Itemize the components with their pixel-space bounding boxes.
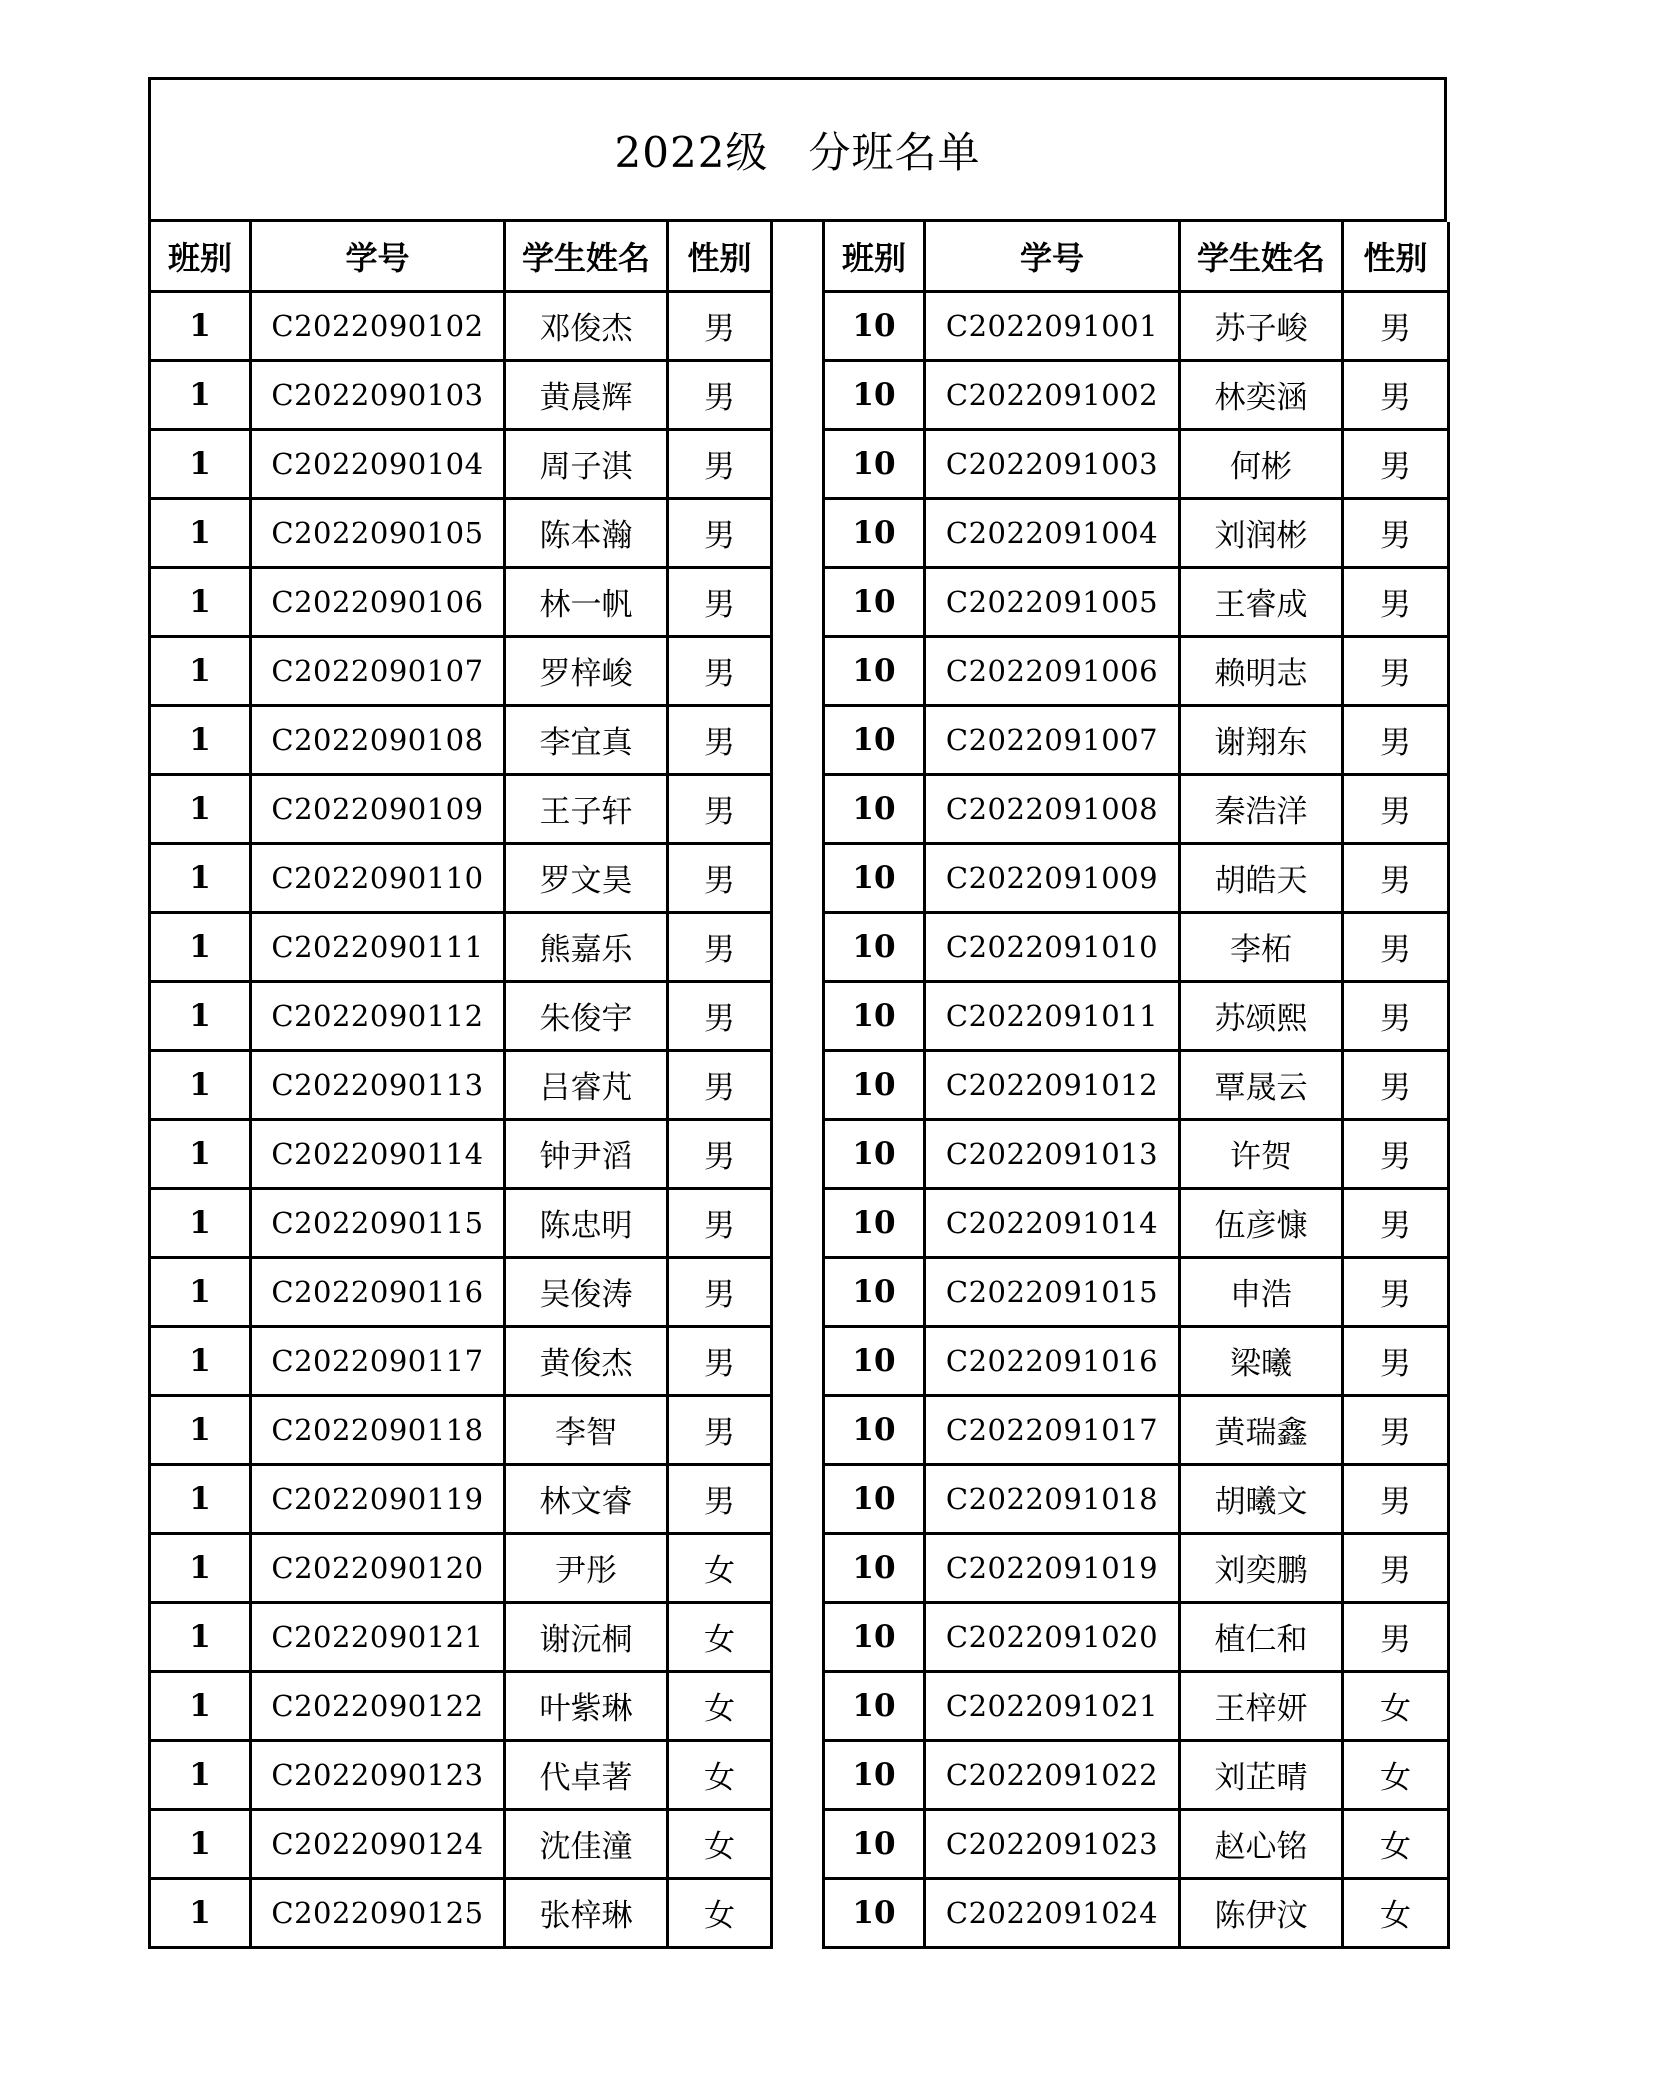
cell-student-name: 伍彦慷 [1180, 1188, 1343, 1257]
cell-student-name: 林一帆 [505, 567, 668, 636]
table-row [824, 1119, 1449, 1188]
table-row [824, 1395, 1449, 1464]
cell-student-name: 尹彤 [505, 1533, 668, 1602]
cell-student-id: C2022090103 [251, 360, 505, 429]
table-row [150, 1119, 772, 1188]
cell-student-id: C2022090125 [251, 1878, 505, 1947]
cell-student-name: 吴俊涛 [505, 1257, 668, 1326]
cell-class: 10 [824, 1464, 925, 1533]
cell-gender: 女 [1343, 1809, 1449, 1878]
cell-gender: 男 [668, 705, 772, 774]
cell-student-id: C2022090124 [251, 1809, 505, 1878]
cell-gender: 男 [668, 360, 772, 429]
cell-student-id: C2022091019 [925, 1533, 1180, 1602]
cell-class: 1 [150, 636, 251, 705]
cell-gender: 男 [668, 498, 772, 567]
cell-student-name: 王子轩 [505, 774, 668, 843]
cell-gender: 女 [1343, 1878, 1449, 1947]
cell-gender: 男 [668, 912, 772, 981]
cell-student-name: 陈忠明 [505, 1188, 668, 1257]
cell-student-id: C2022091005 [925, 567, 1180, 636]
cell-class: 1 [150, 1464, 251, 1533]
cell-student-name: 植仁和 [1180, 1602, 1343, 1671]
table-row [150, 1809, 772, 1878]
cell-gender: 男 [668, 291, 772, 360]
cell-gender: 男 [1343, 1119, 1449, 1188]
cell-class: 1 [150, 981, 251, 1050]
cell-student-id: C2022091021 [925, 1671, 1180, 1740]
header-student-name: 学生姓名 [1180, 222, 1343, 291]
cell-student-id: C2022091012 [925, 1050, 1180, 1119]
cell-student-name: 谢翔东 [1180, 705, 1343, 774]
cell-class: 1 [150, 1533, 251, 1602]
cell-student-id: C2022091004 [925, 498, 1180, 567]
cell-student-id: C2022091007 [925, 705, 1180, 774]
cell-gender: 男 [668, 1119, 772, 1188]
cell-class: 1 [150, 912, 251, 981]
cell-gender: 男 [668, 429, 772, 498]
cell-class: 10 [824, 1050, 925, 1119]
table-row [824, 1464, 1449, 1533]
header-gender: 性别 [668, 222, 772, 291]
cell-student-name: 覃晟云 [1180, 1050, 1343, 1119]
table-row [824, 636, 1449, 705]
cell-student-id: C2022091001 [925, 291, 1180, 360]
cell-student-name: 代卓著 [505, 1740, 668, 1809]
cell-gender: 女 [1343, 1671, 1449, 1740]
table-row [824, 1878, 1449, 1947]
table-row [824, 567, 1449, 636]
cell-gender: 女 [668, 1533, 772, 1602]
cell-student-id: C2022091024 [925, 1878, 1180, 1947]
cell-gender: 男 [668, 843, 772, 912]
cell-student-id: C2022091014 [925, 1188, 1180, 1257]
cell-student-name: 黄晨辉 [505, 360, 668, 429]
cell-gender: 女 [668, 1809, 772, 1878]
table-row [150, 705, 772, 774]
cell-class: 10 [824, 1257, 925, 1326]
table-row [150, 429, 772, 498]
table-row [824, 1326, 1449, 1395]
cell-student-id: C2022091006 [925, 636, 1180, 705]
table-row [150, 843, 772, 912]
cell-gender: 男 [1343, 429, 1449, 498]
cell-gender: 男 [1343, 1050, 1449, 1119]
table-row [824, 360, 1449, 429]
cell-class: 1 [150, 429, 251, 498]
cell-student-name: 何彬 [1180, 429, 1343, 498]
cell-student-id: C2022090108 [251, 705, 505, 774]
table-row [150, 1602, 772, 1671]
cell-student-name: 赵心铭 [1180, 1809, 1343, 1878]
cell-student-id: C2022091003 [925, 429, 1180, 498]
cell-class: 10 [824, 636, 925, 705]
cell-student-id: C2022091020 [925, 1602, 1180, 1671]
table-row [824, 1533, 1449, 1602]
cell-gender: 男 [1343, 1533, 1449, 1602]
cell-student-name: 张梓琳 [505, 1878, 668, 1947]
cell-class: 10 [824, 1602, 925, 1671]
cell-student-name: 苏颂熙 [1180, 981, 1343, 1050]
table-row [824, 498, 1449, 567]
cell-student-id: C2022090111 [251, 912, 505, 981]
cell-gender: 男 [1343, 1188, 1449, 1257]
cell-student-name: 林文睿 [505, 1464, 668, 1533]
cell-class: 1 [150, 1257, 251, 1326]
cell-student-name: 苏子峻 [1180, 291, 1343, 360]
cell-gender: 男 [668, 1257, 772, 1326]
cell-class: 10 [824, 774, 925, 843]
cell-student-id: C2022091013 [925, 1119, 1180, 1188]
table-row [150, 1326, 772, 1395]
cell-student-name: 陈伊汶 [1180, 1878, 1343, 1947]
cell-gender: 女 [668, 1671, 772, 1740]
page-title [615, 120, 981, 180]
cell-class: 1 [150, 291, 251, 360]
cell-student-name: 林奕涵 [1180, 360, 1343, 429]
cell-class: 1 [150, 360, 251, 429]
cell-student-name: 李宜真 [505, 705, 668, 774]
cell-student-id: C2022091010 [925, 912, 1180, 981]
cell-class: 10 [824, 1671, 925, 1740]
table-row [150, 1671, 772, 1740]
cell-student-name: 胡皓天 [1180, 843, 1343, 912]
header-student-id: 学号 [251, 222, 505, 291]
table-row [824, 1188, 1449, 1257]
title-grade: 2022级 [614, 127, 769, 177]
cell-student-id: C2022090122 [251, 1671, 505, 1740]
cell-gender: 男 [1343, 1395, 1449, 1464]
roster-sheet [148, 77, 1447, 1934]
cell-student-id: C2022091016 [925, 1326, 1180, 1395]
cell-student-id: C2022090102 [251, 291, 505, 360]
cell-class: 10 [824, 429, 925, 498]
table-row [150, 981, 772, 1050]
cell-gender: 男 [1343, 981, 1449, 1050]
cell-student-id: C2022090113 [251, 1050, 505, 1119]
table-row [150, 498, 772, 567]
cell-student-id: C2022091011 [925, 981, 1180, 1050]
cell-gender: 女 [668, 1602, 772, 1671]
cell-gender: 男 [1343, 843, 1449, 912]
cell-gender: 男 [668, 1464, 772, 1533]
cell-student-id: C2022090117 [251, 1326, 505, 1395]
cell-class: 1 [150, 843, 251, 912]
cell-class: 1 [150, 1395, 251, 1464]
cell-student-name: 申浩 [1180, 1257, 1343, 1326]
cell-class: 1 [150, 774, 251, 843]
cell-student-name: 刘奕鹏 [1180, 1533, 1343, 1602]
table-row [824, 1740, 1449, 1809]
cell-student-name: 谢沅桐 [505, 1602, 668, 1671]
roster-body-left [150, 291, 772, 1947]
table-row [150, 774, 772, 843]
cell-gender: 男 [1343, 1326, 1449, 1395]
cell-student-id: C2022090116 [251, 1257, 505, 1326]
cell-class: 10 [824, 360, 925, 429]
cell-class: 1 [150, 1602, 251, 1671]
cell-student-id: C2022090104 [251, 429, 505, 498]
table-row [150, 1050, 772, 1119]
cell-student-name: 黄俊杰 [505, 1326, 668, 1395]
cell-class: 1 [150, 1326, 251, 1395]
table-row [824, 912, 1449, 981]
cell-gender: 男 [668, 1188, 772, 1257]
cell-gender: 男 [1343, 912, 1449, 981]
cell-gender: 男 [1343, 498, 1449, 567]
table-row [824, 429, 1449, 498]
cell-student-name: 李智 [505, 1395, 668, 1464]
table-row [824, 1671, 1449, 1740]
cell-class: 10 [824, 1809, 925, 1878]
table-row [150, 1878, 772, 1947]
table-row [150, 636, 772, 705]
cell-student-name: 黄瑞鑫 [1180, 1395, 1343, 1464]
table-row [150, 1395, 772, 1464]
cell-student-id: C2022090115 [251, 1188, 505, 1257]
cell-class: 10 [824, 1878, 925, 1947]
cell-student-name: 朱俊宇 [505, 981, 668, 1050]
cell-student-id: C2022090106 [251, 567, 505, 636]
table-row [150, 360, 772, 429]
cell-student-name: 钟尹滔 [505, 1119, 668, 1188]
cell-gender: 男 [1343, 291, 1449, 360]
cell-class: 1 [150, 1809, 251, 1878]
cell-student-id: C2022090118 [251, 1395, 505, 1464]
cell-gender: 男 [668, 1395, 772, 1464]
table-row [150, 1533, 772, 1602]
cell-class: 10 [824, 1119, 925, 1188]
roster-table-right [822, 222, 1450, 1949]
table-row [824, 1050, 1449, 1119]
cell-student-name: 王梓妍 [1180, 1671, 1343, 1740]
cell-class: 10 [824, 1533, 925, 1602]
cell-class: 1 [150, 1740, 251, 1809]
cell-gender: 男 [1343, 636, 1449, 705]
table-row [824, 774, 1449, 843]
header-class: 班别 [150, 222, 251, 291]
cell-student-id: C2022091008 [925, 774, 1180, 843]
cell-student-id: C2022091015 [925, 1257, 1180, 1326]
cell-class: 10 [824, 705, 925, 774]
cell-class: 1 [150, 705, 251, 774]
cell-gender: 男 [668, 567, 772, 636]
cell-student-name: 赖明志 [1180, 636, 1343, 705]
cell-student-name: 吕睿芃 [505, 1050, 668, 1119]
cell-student-name: 周子淇 [505, 429, 668, 498]
cell-student-id: C2022091023 [925, 1809, 1180, 1878]
cell-student-id: C2022090105 [251, 498, 505, 567]
cell-gender: 男 [1343, 1464, 1449, 1533]
cell-gender: 男 [668, 981, 772, 1050]
cell-class: 1 [150, 498, 251, 567]
cell-student-name: 李柘 [1180, 912, 1343, 981]
cell-student-name: 熊嘉乐 [505, 912, 668, 981]
cell-student-name: 刘芷晴 [1180, 1740, 1343, 1809]
table-row [824, 1602, 1449, 1671]
cell-student-name: 邓俊杰 [505, 291, 668, 360]
cell-class: 10 [824, 1395, 925, 1464]
cell-student-id: C2022091009 [925, 843, 1180, 912]
roster-body-right [824, 291, 1449, 1947]
cell-student-id: C2022090112 [251, 981, 505, 1050]
table-row [150, 291, 772, 360]
table-row [824, 291, 1449, 360]
cell-class: 1 [150, 1050, 251, 1119]
roster-table-left [148, 222, 773, 1949]
cell-student-name: 沈佳潼 [505, 1809, 668, 1878]
cell-class: 10 [824, 1188, 925, 1257]
cell-class: 10 [824, 981, 925, 1050]
cell-student-id: C2022090119 [251, 1464, 505, 1533]
cell-class: 10 [824, 1326, 925, 1395]
cell-student-name: 陈本瀚 [505, 498, 668, 567]
cell-student-id: C2022090123 [251, 1740, 505, 1809]
cell-student-name: 梁曦 [1180, 1326, 1343, 1395]
table-row [150, 912, 772, 981]
table-row [824, 705, 1449, 774]
title-box [148, 77, 1447, 222]
cell-gender: 男 [668, 774, 772, 843]
header-gender: 性别 [1343, 222, 1449, 291]
cell-gender: 男 [668, 636, 772, 705]
cell-student-id: C2022090121 [251, 1602, 505, 1671]
cell-student-id: C2022090109 [251, 774, 505, 843]
tables-area [148, 222, 1447, 1934]
cell-gender: 男 [668, 1050, 772, 1119]
cell-class: 1 [150, 1119, 251, 1188]
cell-student-name: 罗梓峻 [505, 636, 668, 705]
cell-student-id: C2022090107 [251, 636, 505, 705]
cell-gender: 女 [668, 1740, 772, 1809]
cell-student-name: 罗文昊 [505, 843, 668, 912]
cell-student-name: 王睿成 [1180, 567, 1343, 636]
cell-class: 10 [824, 843, 925, 912]
cell-student-id: C2022090114 [251, 1119, 505, 1188]
table-row [150, 1740, 772, 1809]
cell-student-name: 许贺 [1180, 1119, 1343, 1188]
table-row [150, 1464, 772, 1533]
table-row [824, 1257, 1449, 1326]
cell-student-name: 叶紫琳 [505, 1671, 668, 1740]
cell-class: 1 [150, 567, 251, 636]
table-row [150, 1188, 772, 1257]
cell-gender: 男 [1343, 1602, 1449, 1671]
cell-class: 10 [824, 498, 925, 567]
cell-class: 1 [150, 1878, 251, 1947]
cell-student-id: C2022090110 [251, 843, 505, 912]
cell-gender: 女 [668, 1878, 772, 1947]
cell-gender: 男 [1343, 567, 1449, 636]
cell-student-name: 胡曦文 [1180, 1464, 1343, 1533]
header-row [824, 222, 1449, 291]
cell-student-id: C2022091017 [925, 1395, 1180, 1464]
table-row [824, 1809, 1449, 1878]
table-row [824, 981, 1449, 1050]
cell-class: 1 [150, 1671, 251, 1740]
cell-class: 10 [824, 1740, 925, 1809]
cell-student-name: 秦浩洋 [1180, 774, 1343, 843]
cell-class: 1 [150, 1188, 251, 1257]
cell-student-id: C2022091022 [925, 1740, 1180, 1809]
cell-gender: 男 [1343, 774, 1449, 843]
cell-gender: 男 [1343, 705, 1449, 774]
header-class: 班别 [824, 222, 925, 291]
cell-class: 10 [824, 291, 925, 360]
title-name: 分班名单 [808, 127, 981, 177]
cell-student-id: C2022091002 [925, 360, 1180, 429]
header-student-id: 学号 [925, 222, 1180, 291]
table-row [150, 567, 772, 636]
cell-gender: 男 [1343, 360, 1449, 429]
cell-gender: 男 [1343, 1257, 1449, 1326]
table-row [150, 1257, 772, 1326]
cell-student-name: 刘润彬 [1180, 498, 1343, 567]
cell-class: 10 [824, 567, 925, 636]
cell-gender: 女 [1343, 1740, 1449, 1809]
cell-student-id: C2022091018 [925, 1464, 1180, 1533]
header-student-name: 学生姓名 [505, 222, 668, 291]
cell-class: 10 [824, 912, 925, 981]
cell-student-id: C2022090120 [251, 1533, 505, 1602]
header-row [150, 222, 772, 291]
cell-gender: 男 [668, 1326, 772, 1395]
table-row [824, 843, 1449, 912]
